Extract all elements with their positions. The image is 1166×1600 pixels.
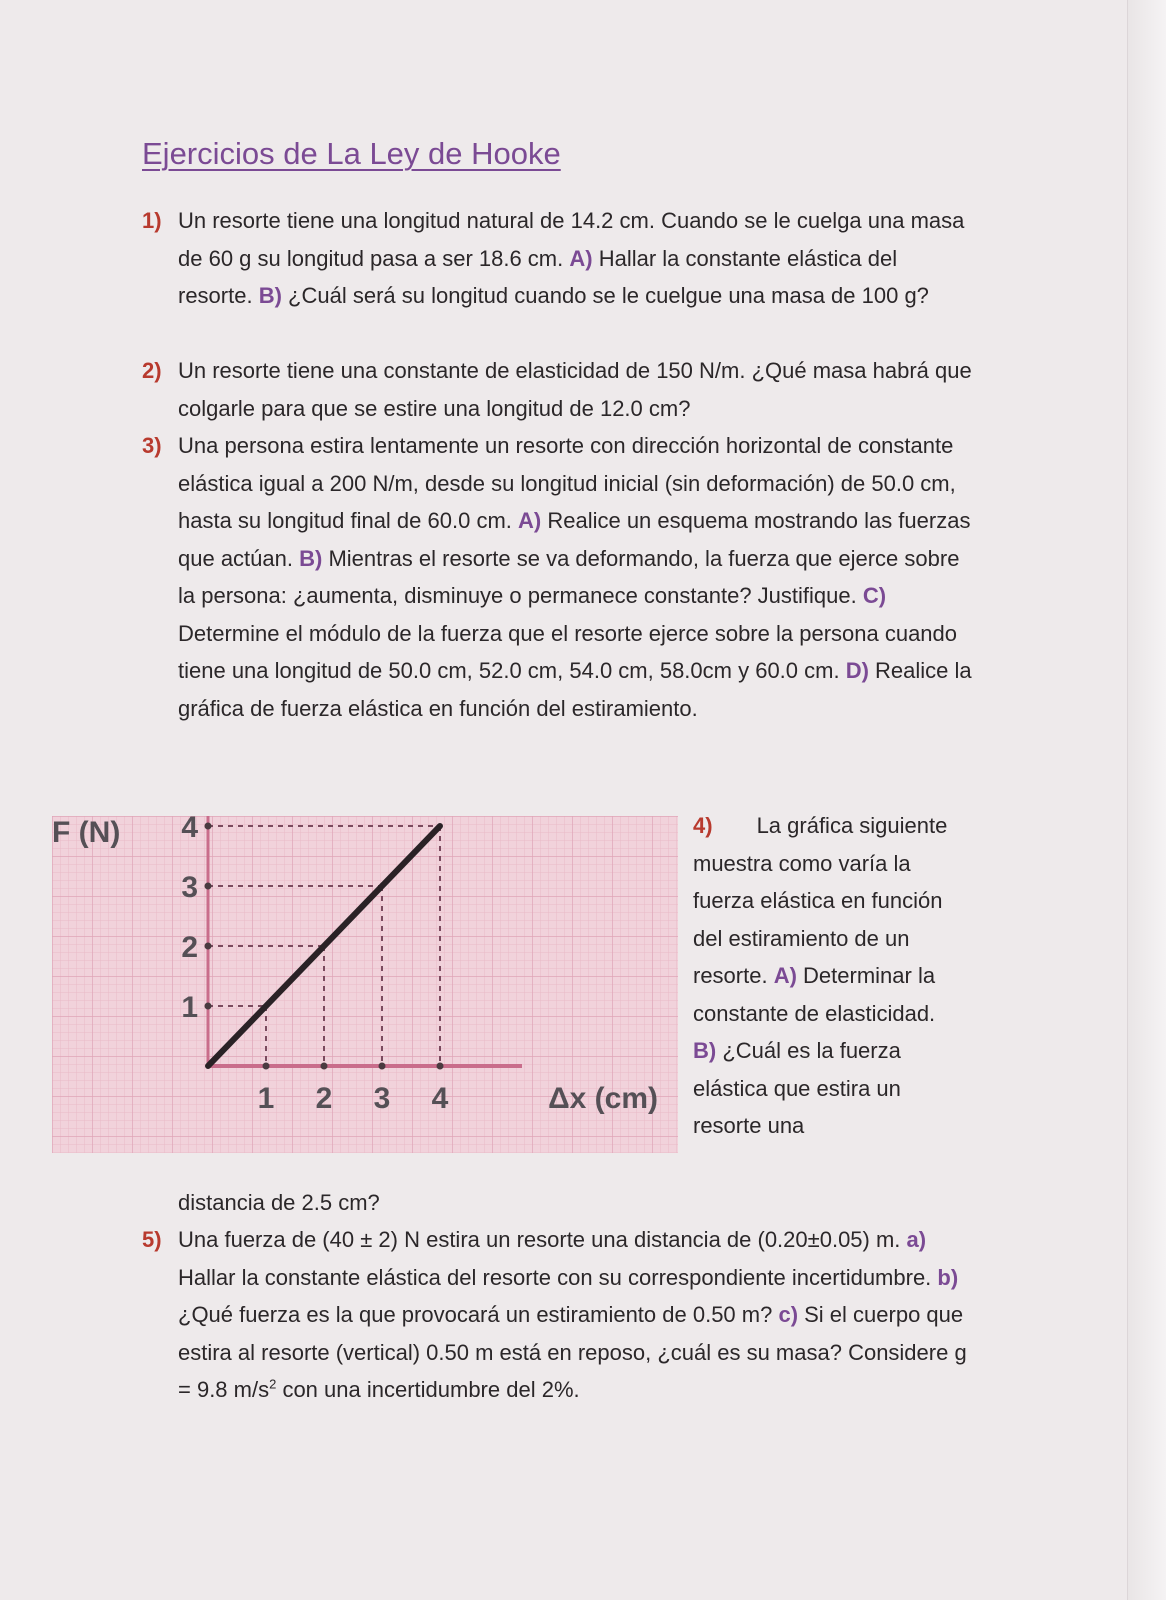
sub-label: b) — [937, 1264, 959, 1290]
y-tick-dot — [205, 1003, 212, 1010]
x-tick-label: 1 — [257, 1082, 275, 1115]
y-tick-dot — [205, 943, 212, 950]
y-axis-label: F (N) — [52, 816, 121, 849]
exercise-number: 1) — [142, 208, 162, 233]
exercise-number: 4) — [693, 813, 713, 838]
y-tick-dot — [205, 883, 212, 890]
sub-label: a) — [906, 1227, 927, 1252]
exercise-text: Una persona estira lentamente un resorte con dirección horizontal de constante elástica igual a 200 N/m, desde su longitud inicial (sin deformación) de 50.0 cm, hasta su longitud final de 60.0 cm. A) Realice un esquema mostrando las fuerzas que actúan. B) Mientras el resorte se va deformando, la fuerza que ejerce sobre la persona: ¿aumenta, disminuye o permanece constante? Justifique. C) Determine el módulo de la fuerza que el resorte ejerce sobre la persona cuando tiene una longitud de 50.0 cm, 52.0 cm, 54.0 cm, 58.0cm y 60.0 cm. D) Realice la gráfica de fuerza elástica en función del estiramiento. — [178, 433, 972, 721]
exercise-3 — [142, 427, 972, 727]
exercise-2 — [142, 352, 972, 427]
sub-label: c) — [778, 1302, 799, 1327]
exercise-number: 2) — [142, 358, 162, 383]
exercise-text: Un resorte tiene una longitud natural de 14.2 cm. Cuando se le cuelga una masa de 60 g su longitud pasa a ser 18.6 cm. A) Hallar la constante elástica del resorte. B) ¿Cuál será su longitud cuando se le cuelgue una masa de 100 g? — [178, 208, 965, 308]
x-tick-dot — [437, 1063, 444, 1070]
y-tick-label: 3 — [181, 871, 198, 904]
x-tick-dot — [263, 1063, 270, 1070]
page-edge — [1127, 0, 1166, 1600]
exercise-1 — [142, 202, 972, 315]
exercise-text: Un resorte tiene una constante de elasticidad de 150 N/m. ¿Qué masa habrá que colgarle para que se estire una longitud de 12.0 cm? — [178, 358, 972, 421]
y-tick-dot — [205, 823, 212, 830]
sub-label: A) — [773, 963, 797, 988]
x-axis-label: Δx (cm) — [548, 1082, 658, 1115]
sub-label: B) — [693, 1038, 717, 1063]
x-tick-label: 3 — [373, 1082, 391, 1115]
exercise-text: Una fuerza de (40 ± 2) N estira un resorte una distancia de (0.20±0.05) m. a) Hallar la constante elástica del resorte con su correspondiente incertidumbre. b) ¿Qué fuerza es la que provocará un estiramiento de 0.50 m? c) Si el cuerpo que estira al resorte (vertical) 0.50 m está en reposo, ¿cuál es su masa? Considere g = 9.8 $m/s^2$ con una incertidumbre del 2%. — [178, 1227, 967, 1402]
sub-label: B) — [299, 545, 323, 571]
sub-label: A) — [569, 245, 593, 271]
y-tick-label: 4 — [181, 816, 198, 844]
force-extension-chart — [52, 816, 678, 1153]
exercise-4: 4) La gráfica siguiente muestra como varía la fuerza elástica en función del estiramiento de un resorte. A) Determinar la constante de elasticidad. B) ¿Cuál es la fuerza elástica que estira un resorte una — [693, 813, 948, 1138]
y-tick-label: 2 — [181, 931, 198, 964]
x-tick-label: 4 — [431, 1082, 449, 1115]
exercise-number: 5) — [142, 1227, 162, 1252]
page-title: Ejercicios de La Ley de Hooke — [142, 136, 561, 171]
exercise-5 — [142, 1221, 972, 1409]
sub-label: C) — [862, 583, 887, 608]
exercise-4-continuation: distancia de 2.5 cm? — [178, 1190, 380, 1215]
sub-label: A) — [518, 508, 542, 533]
exercise-number: 3) — [142, 433, 162, 458]
x-tick-label: 2 — [315, 1082, 333, 1115]
sub-label: B) — [258, 283, 282, 308]
x-tick-dot — [379, 1063, 386, 1070]
x-tick-dot — [321, 1063, 328, 1070]
sub-label: D) — [845, 658, 869, 683]
y-tick-label: 1 — [181, 991, 198, 1024]
